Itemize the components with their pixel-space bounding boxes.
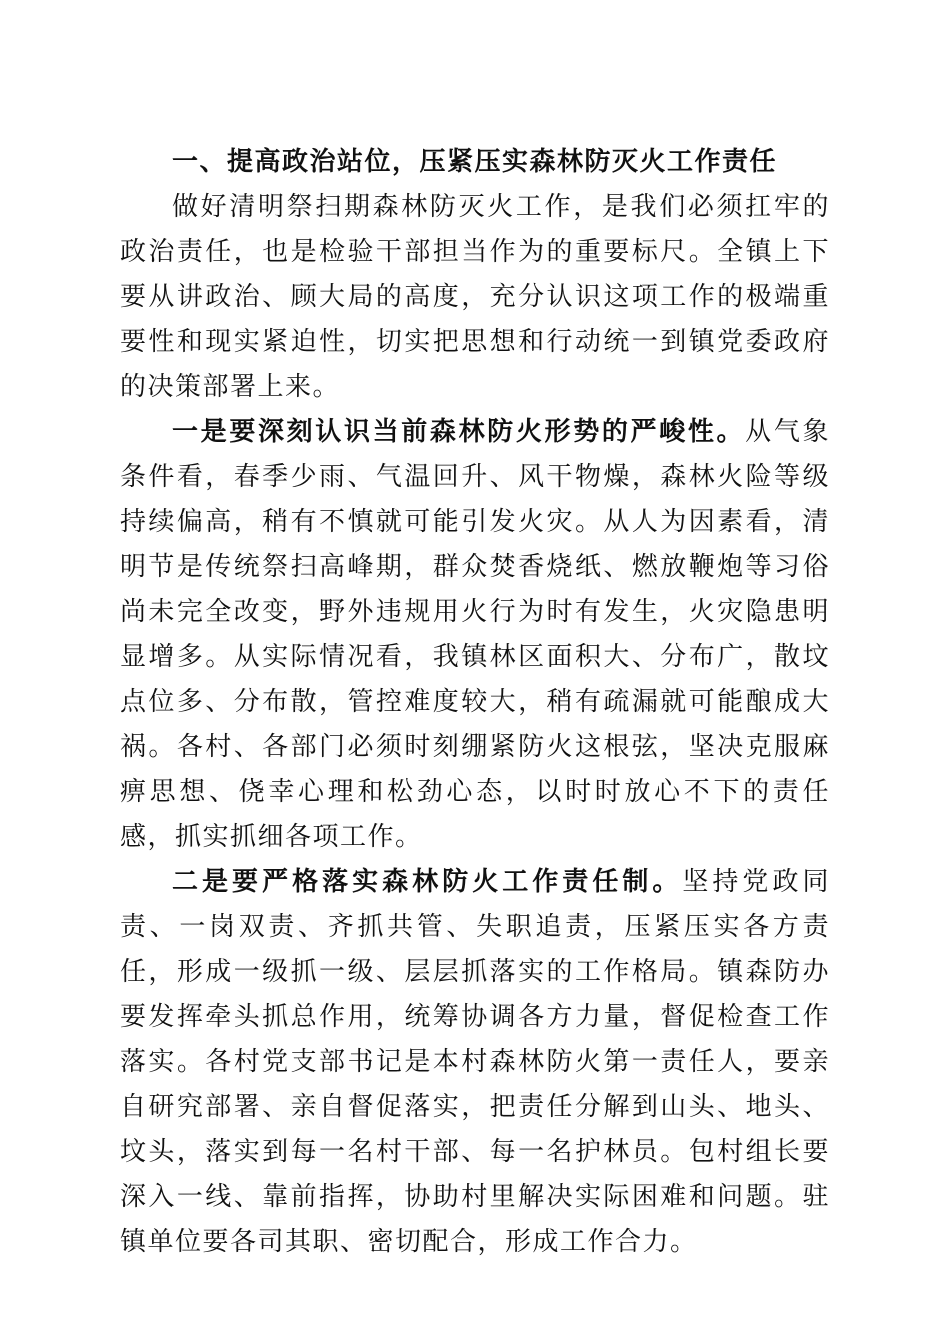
- point-one-paragraph: [120, 410, 830, 860]
- point-two-paragraph: [120, 860, 830, 1265]
- document-body: [120, 140, 830, 1265]
- intro-paragraph: [120, 185, 830, 410]
- point-one-lead: 一是要深刻认识当前森林防火形势的严峻性。: [172, 417, 746, 447]
- point-two-text: 坚持党政同责、一岗双责、齐抓共管、失职追责，压紧压实各方责任，形成一级抓一级、层层抓落实的工作格局。镇森防办要发挥牵头抓总作用，统筹协调各方力量，督促检查工作落实。各村党支部书记是本村森林防火第一责任人，要亲自研究部署、亲自督促落实，把责任分解到山头、地头、坟头，落实到每一名村干部、每一名护林员。包村组长要深入一线、靠前指挥，协助村里解决实际困难和问题。驻镇单位要各司其职、密切配合，形成工作合力。: [120, 867, 830, 1257]
- point-one-text: 从气象条件看，春季少雨、气温回升、风干物燥，森林火险等级持续偏高，稍有不慎就可能引发火灾。从人为因素看，清明节是传统祭扫高峰期，群众焚香烧纸、燃放鞭炮等习俗尚未完全改变，野外违规用火行为时有发生，火灾隐患明显增多。从实际情况看，我镇林区面积大、分布广，散坟点位多、分布散，管控难度较大，稍有疏漏就可能酿成大祸。各村、各部门必须时刻绷紧防火这根弦，坚决克服麻痹思想、侥幸心理和松劲心态，以时时放心不下的责任感，抓实抓细各项工作。: [120, 417, 830, 852]
- intro-paragraph-text: 做好清明祭扫期森林防灭火工作，是我们必须扛牢的政治责任，也是检验干部担当作为的重要标尺。全镇上下要从讲政治、顾大局的高度，充分认识这项工作的极端重要性和现实紧迫性，切实把思想和行动统一到镇党委政府的决策部署上来。: [120, 192, 830, 402]
- point-two-lead: 二是要严格落实森林防火工作责任制。: [172, 867, 683, 897]
- section-heading: 一、提高政治站位，压紧压实森林防灭火工作责任: [172, 147, 778, 177]
